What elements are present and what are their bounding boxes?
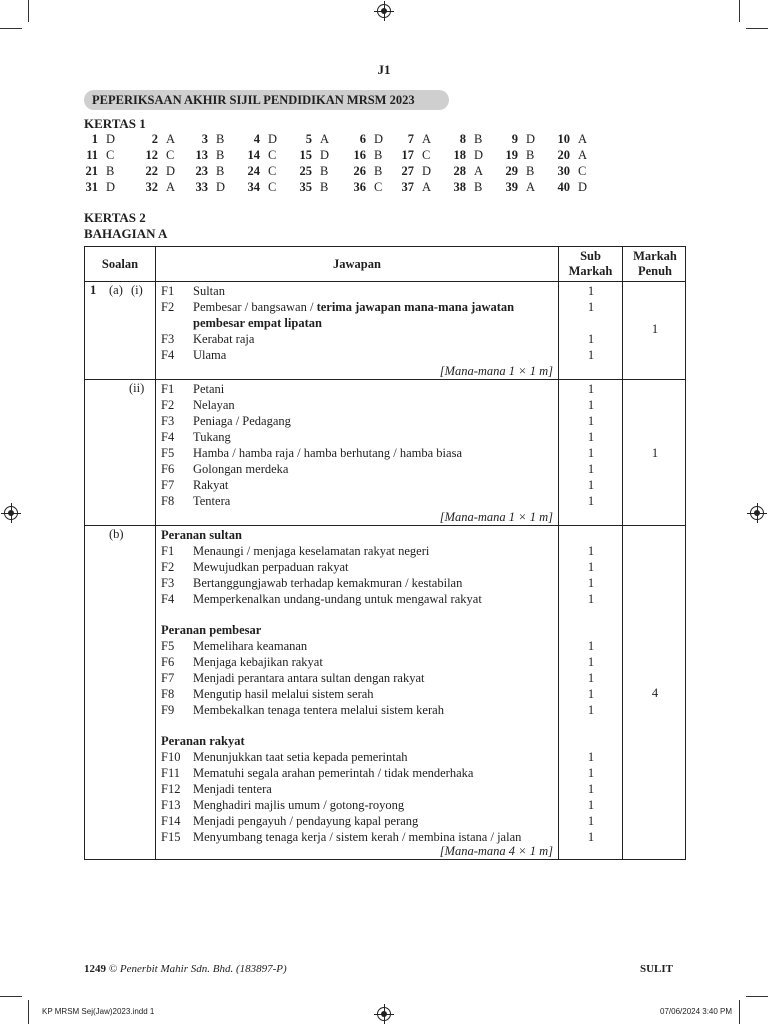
answer-text-emphasis: terima jawapan mana-mana jawatan	[316, 300, 515, 314]
answer-text	[193, 347, 226, 363]
answer-text	[193, 283, 225, 299]
answer-letter: D	[268, 132, 278, 146]
criteria-code: F1	[161, 284, 175, 298]
answer-text: Menjadi pengayuh / pendayung kapal perang	[193, 814, 419, 828]
crop-mark	[28, 1000, 29, 1024]
criteria-code: F15	[161, 830, 181, 844]
answer-letter: C	[268, 180, 277, 194]
question-number: 28	[453, 164, 466, 178]
registration-mark-icon	[377, 1007, 391, 1021]
sub-mark: 1	[587, 782, 595, 796]
sub-mark: 1	[587, 348, 595, 362]
question-number: 7	[407, 132, 414, 146]
answer-letter: D	[166, 164, 176, 178]
criteria-code: F3	[161, 576, 175, 590]
question-number: 30	[557, 164, 570, 178]
answer-letter: B	[216, 148, 225, 162]
question-number: 33	[195, 180, 208, 194]
answer-text: Memperkenalkan undang-undang untuk mengawal rakyat	[193, 592, 482, 606]
sub-mark: 1	[587, 446, 595, 460]
answer-letter: B	[106, 164, 115, 178]
crop-mark	[746, 28, 768, 29]
answer-letter: C	[374, 180, 383, 194]
answer-letter: B	[474, 180, 483, 194]
answer-text: Menyumbang tenaga kerja / sistem kerah / membina istana / jalan	[193, 830, 522, 844]
answer-text: Membekalkan tenaga tentera melalui sistem kerah	[193, 703, 444, 717]
page-code: J1	[377, 62, 391, 77]
sub-mark: 1	[587, 462, 595, 476]
criteria-code: F6	[161, 655, 175, 669]
question-number: 31	[85, 180, 98, 194]
footer-publisher	[84, 963, 287, 975]
question-number: 6	[359, 132, 366, 146]
criteria-code: F7	[161, 671, 175, 685]
answer-text: Memelihara keamanan	[193, 639, 308, 653]
exam-banner: PEPERIKSAAN AKHIR SIJIL PENDIDIKAN MRSM 2023	[84, 90, 449, 110]
header-penuh: Penuh	[637, 264, 673, 278]
sub-mark: 1	[587, 544, 595, 558]
part-label: (b)	[109, 527, 124, 541]
crop-mark	[0, 996, 22, 997]
header-soalan: Soalan	[101, 257, 139, 271]
column-divider	[558, 247, 559, 859]
answer-text-emphasis: pembesar empat lipatan	[193, 316, 322, 330]
criteria-code: F13	[161, 798, 181, 812]
answer-text	[193, 315, 322, 331]
criteria-code: F4	[161, 348, 175, 362]
question-number: 16	[353, 148, 366, 162]
question-number: 20	[557, 148, 570, 162]
sub-mark: 1	[587, 332, 595, 346]
criteria-code: F14	[161, 814, 181, 828]
answer-letter: D	[106, 132, 116, 146]
question-number: 25	[299, 164, 312, 178]
question-number: 1	[90, 283, 97, 297]
criteria-code: F4	[161, 592, 175, 606]
criteria-code: F11	[161, 766, 180, 780]
criteria-code: F5	[161, 446, 175, 460]
footer-status: SULIT	[640, 963, 674, 975]
question-number: 5	[305, 132, 312, 146]
subpart-label: (i)	[131, 283, 143, 297]
sub-mark: 1	[587, 478, 595, 492]
question-number: 39	[505, 180, 518, 194]
row-divider	[85, 379, 685, 380]
answer-text-plain: Kerabat raja	[193, 332, 255, 346]
answer-text: Mewujudkan perpaduan rakyat	[193, 560, 349, 574]
answer-letter: A	[166, 132, 176, 146]
question-number: 40	[557, 180, 570, 194]
criteria-code: F1	[161, 382, 175, 396]
answer-letter: C	[268, 164, 277, 178]
crop-mark	[739, 0, 740, 22]
sub-mark: 1	[587, 814, 595, 828]
criteria-code: F7	[161, 478, 175, 492]
question-number: 29	[505, 164, 518, 178]
slug-datetime: 07/06/2024 3:40 PM	[660, 1007, 733, 1016]
question-number: 24	[247, 164, 260, 178]
answer-text: Menjadi tentera	[193, 782, 272, 796]
sub-mark: 1	[587, 655, 595, 669]
answer-letter: D	[474, 148, 484, 162]
answer-text-plain: Sultan	[193, 284, 225, 298]
sub-mark: 1	[587, 284, 595, 298]
question-number: 23	[195, 164, 208, 178]
criteria-code: F12	[161, 782, 181, 796]
answer-text: Peniaga / Pedagang	[193, 414, 291, 428]
question-number: 1	[91, 132, 98, 146]
answer-text: Menunjukkan taat setia kepada pemerintah	[193, 750, 408, 764]
answer-letter: C	[578, 164, 587, 178]
crop-mark	[746, 996, 768, 997]
question-number: 27	[401, 164, 414, 178]
question-number: 10	[557, 132, 570, 146]
full-mark: 4	[651, 686, 659, 700]
criteria-code: F2	[161, 300, 175, 314]
criteria-code: F3	[161, 414, 175, 428]
sub-mark: 1	[587, 830, 595, 844]
question-number: 21	[85, 164, 98, 178]
answer-letter: D	[320, 148, 330, 162]
question-number: 2	[151, 132, 158, 146]
question-number: 8	[459, 132, 466, 146]
answer-letter: B	[216, 132, 225, 146]
question-number: 34	[247, 180, 260, 194]
sub-mark: 1	[587, 750, 595, 764]
answer-letter: C	[268, 148, 277, 162]
question-number: 17	[401, 148, 414, 162]
question-number: 36	[353, 180, 366, 194]
answer-text-plain: Ulama	[193, 348, 227, 362]
row-divider	[85, 525, 685, 526]
sub-mark: 1	[587, 430, 595, 444]
question-number: 3	[201, 132, 208, 146]
answer-letter: B	[216, 164, 225, 178]
publisher-text: © Penerbit Mahir Sdn. Bhd. (183897-P)	[108, 963, 287, 975]
criteria-code: F4	[161, 430, 175, 444]
marking-scheme-table	[84, 246, 686, 860]
criteria-section-title: Peranan rakyat	[161, 734, 245, 748]
answer-letter: B	[320, 164, 329, 178]
answer-letter: B	[526, 148, 535, 162]
sub-mark: 1	[587, 671, 595, 685]
answer-text-plain: Pembesar / bangsawan /	[193, 300, 317, 314]
answer-letter: C	[422, 148, 431, 162]
answer-letter: A	[578, 148, 588, 162]
answer-text: Tentera	[193, 494, 231, 508]
question-number: 11	[86, 148, 98, 162]
question-number: 37	[401, 180, 414, 194]
mark-note: [Mana-mana 1 × 1 m]	[439, 364, 553, 378]
sub-mark: 1	[587, 300, 595, 314]
question-number: 12	[145, 148, 158, 162]
kertas1-title: KERTAS 1	[84, 116, 146, 131]
question-number: 38	[453, 180, 466, 194]
question-number: 19	[505, 148, 518, 162]
answer-text: Hamba / hamba raja / hamba berhutang / hamba biasa	[193, 446, 462, 460]
answer-letter: B	[474, 132, 483, 146]
question-number: 18	[453, 148, 466, 162]
sub-mark: 1	[587, 639, 595, 653]
criteria-code: F5	[161, 639, 175, 653]
answer-text: Menjaga kebajikan rakyat	[193, 655, 323, 669]
registration-mark-icon	[750, 506, 764, 520]
column-divider	[155, 247, 156, 859]
answer-letter: A	[166, 180, 176, 194]
registration-mark-icon	[377, 4, 391, 18]
sub-mark: 1	[587, 766, 595, 780]
sub-mark: 1	[587, 560, 595, 574]
answer-letter: A	[422, 132, 432, 146]
answer-letter: A	[320, 132, 330, 146]
header-jawapan: Jawapan	[333, 257, 381, 271]
criteria-code: F2	[161, 398, 175, 412]
answer-letter: A	[526, 180, 536, 194]
answer-text: Golongan merdeka	[193, 462, 289, 476]
answer-text: Rakyat	[193, 478, 229, 492]
answer-letter: B	[526, 164, 535, 178]
registration-mark-icon	[4, 506, 18, 520]
criteria-code: F9	[161, 703, 175, 717]
column-divider	[622, 247, 623, 859]
question-number: 14	[247, 148, 260, 162]
sub-mark: 1	[587, 592, 595, 606]
answer-letter: D	[216, 180, 226, 194]
section-title: BAHAGIAN A	[84, 226, 168, 241]
criteria-code: F1	[161, 544, 175, 558]
criteria-code: F2	[161, 560, 175, 574]
answer-letter: B	[374, 164, 383, 178]
answer-letter: D	[106, 180, 116, 194]
mark-note: [Mana-mana 1 × 1 m]	[439, 510, 553, 524]
answer-text: Petani	[193, 382, 225, 396]
answer-text: Nelayan	[193, 398, 235, 412]
answer-letter: C	[166, 148, 175, 162]
answer-letter: A	[578, 132, 588, 146]
answer-letter: D	[578, 180, 588, 194]
crop-mark	[739, 1000, 740, 1024]
question-number: 4	[253, 132, 260, 146]
criteria-section-title: Peranan pembesar	[161, 623, 262, 637]
sub-mark: 1	[587, 382, 595, 396]
sub-mark: 1	[587, 414, 595, 428]
answer-letter: C	[106, 148, 115, 162]
header-sub: Sub	[580, 249, 601, 263]
sub-mark: 1	[587, 703, 595, 717]
answer-letter: D	[422, 164, 432, 178]
sub-mark: 1	[587, 398, 595, 412]
header-sub-markah: Markah	[568, 264, 613, 278]
answer-text	[193, 331, 254, 347]
answer-text: Menghadiri majlis umum / gotong-royong	[193, 798, 405, 812]
mark-note: [Mana-mana 4 × 1 m]	[439, 844, 553, 858]
question-number: 9	[511, 132, 518, 146]
question-number: 26	[353, 164, 366, 178]
header-markah: Markah	[633, 249, 677, 263]
answer-letter: B	[374, 148, 383, 162]
criteria-code: F6	[161, 462, 175, 476]
criteria-section-title: Peranan sultan	[161, 528, 242, 542]
criteria-code: F3	[161, 332, 175, 346]
question-number: 22	[145, 164, 158, 178]
answer-text: Mengutip hasil melalui sistem serah	[193, 687, 374, 701]
question-number: 35	[299, 180, 312, 194]
question-number: 32	[145, 180, 158, 194]
answer-text: Mematuhi segala arahan pemerintah / tidak menderhaka	[193, 766, 474, 780]
sub-mark: 1	[587, 798, 595, 812]
page-number: 1249	[84, 963, 106, 975]
answer-text: Tukang	[193, 430, 231, 444]
answer-letter: B	[320, 180, 329, 194]
sub-mark: 1	[587, 494, 595, 508]
criteria-code: F8	[161, 687, 175, 701]
sub-mark: 1	[587, 576, 595, 590]
criteria-code: F8	[161, 494, 175, 508]
answer-text: Bertanggungjawab terhadap kemakmuran / kestabilan	[193, 576, 463, 590]
header-divider	[85, 281, 685, 282]
answer-text: Menaungi / menjaga keselamatan rakyat negeri	[193, 544, 430, 558]
sub-mark: 1	[587, 687, 595, 701]
criteria-code: F10	[161, 750, 181, 764]
question-number: 15	[299, 148, 312, 162]
answer-letter: D	[374, 132, 384, 146]
kertas2-title: KERTAS 2	[84, 210, 146, 225]
answer-text	[193, 299, 514, 315]
answer-letter: D	[526, 132, 536, 146]
crop-mark	[0, 28, 22, 29]
answer-text: Menjadi perantara antara sultan dengan rakyat	[193, 671, 425, 685]
full-mark: 1	[651, 446, 659, 460]
subpart-label: (ii)	[129, 381, 145, 395]
part-label: (a)	[109, 283, 123, 297]
answer-letter: A	[474, 164, 484, 178]
question-number: 13	[195, 148, 208, 162]
slug-filename: KP MRSM Sej(Jaw)2023.indd 1	[42, 1007, 155, 1016]
full-mark: 1	[651, 322, 659, 336]
answer-letter: A	[422, 180, 432, 194]
crop-mark	[28, 0, 29, 22]
